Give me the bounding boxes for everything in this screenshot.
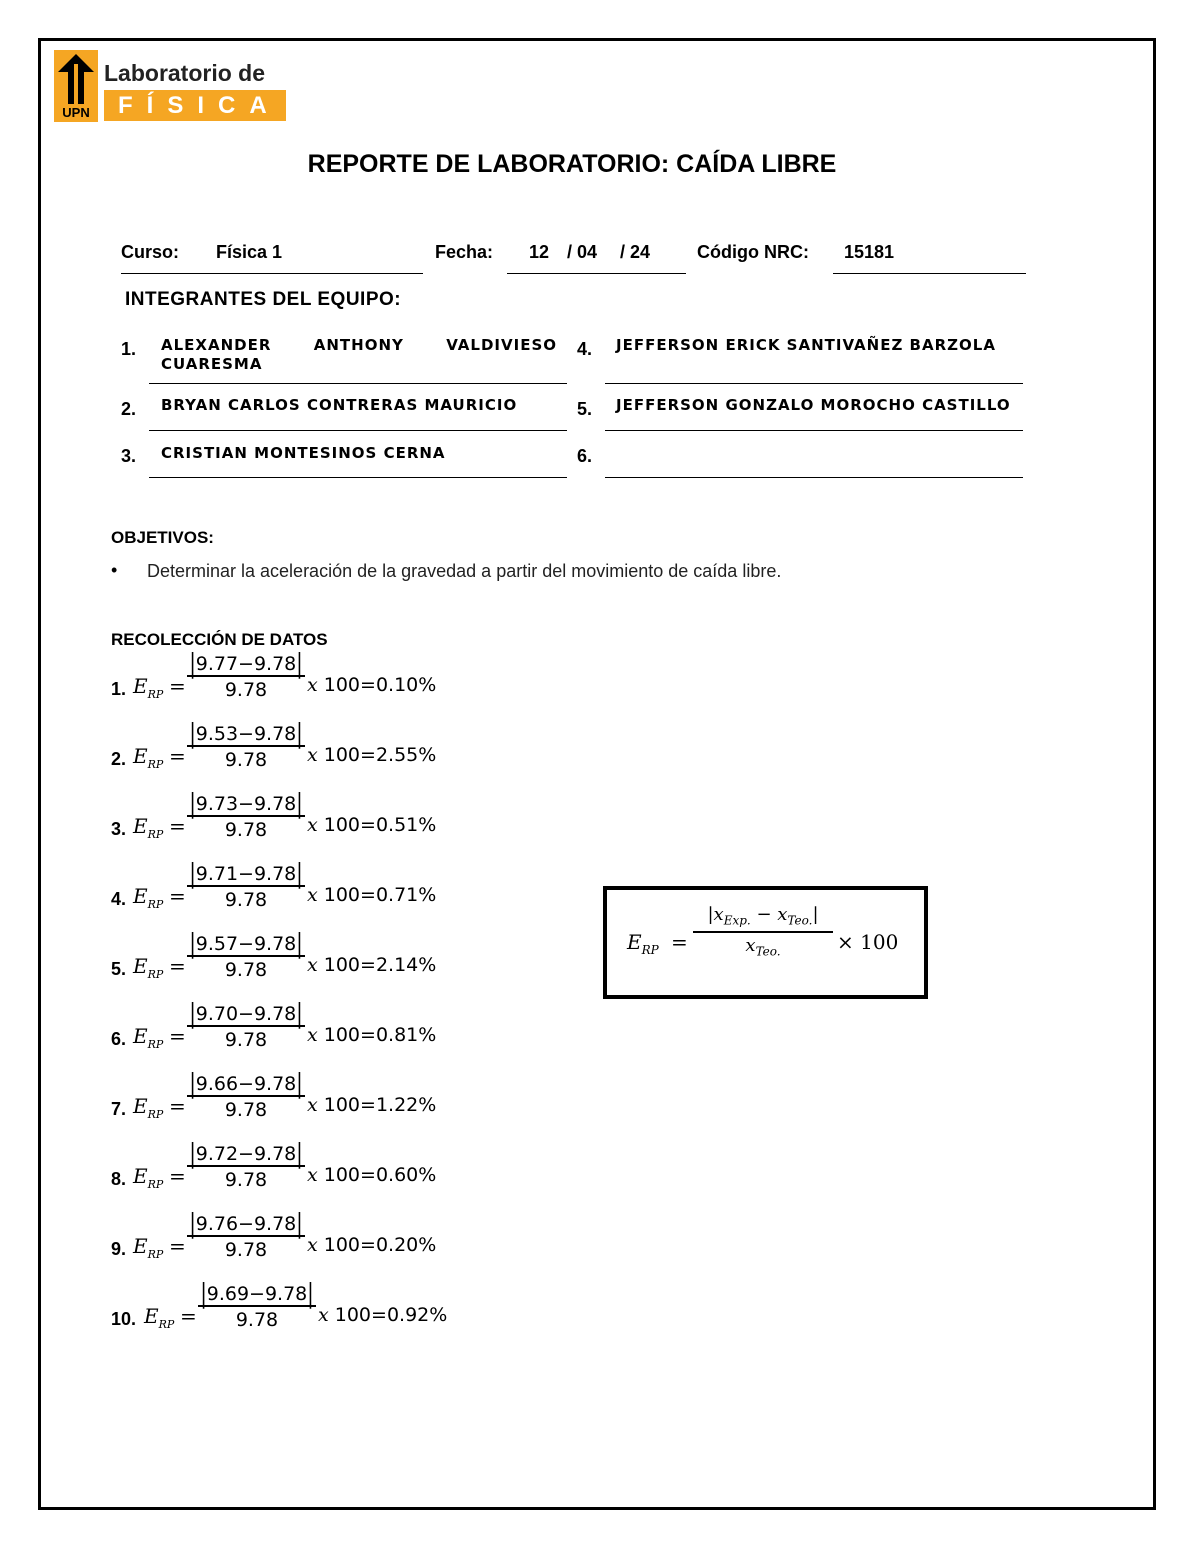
equation-number: 10. bbox=[111, 1309, 137, 1329]
data-collection-title: RECOLECCIÓN DE DATOS bbox=[111, 630, 328, 649]
equation-numerator: |9.71−9.78| bbox=[187, 863, 305, 887]
formula-fraction bbox=[693, 904, 833, 958]
equation-denominator: 9.78 bbox=[224, 1169, 268, 1191]
equation-denominator: 9.78 bbox=[224, 679, 268, 701]
equation-equals: = bbox=[169, 674, 186, 698]
equation-fraction bbox=[187, 788, 305, 841]
equation-number: 4. bbox=[111, 889, 127, 909]
error-equation bbox=[111, 788, 511, 875]
member-number: 3. bbox=[121, 446, 137, 466]
equation-denominator: 9.78 bbox=[224, 749, 268, 771]
equation-result: x 100=1.22% bbox=[307, 1094, 437, 1116]
logo-badge-text: UPN bbox=[62, 105, 90, 120]
course-value: Física 1 bbox=[216, 242, 283, 262]
objectives-title: OBJETIVOS: bbox=[111, 528, 214, 547]
equation-result: x 100=0.92% bbox=[318, 1304, 448, 1326]
equation-equals: = bbox=[169, 1094, 186, 1118]
equation-denominator: 9.78 bbox=[224, 889, 268, 911]
logo-title-line1: Laboratorio de bbox=[104, 60, 266, 86]
equation-result: x 100=0.51% bbox=[307, 814, 437, 836]
formula-equals: = bbox=[671, 930, 688, 954]
member-name: ALEXANDER ANTHONY VALDIVIESO CUARESMA bbox=[161, 336, 557, 373]
error-equation bbox=[111, 998, 511, 1085]
member-name: BRYAN CARLOS CONTRERAS MAURICIO bbox=[161, 396, 518, 414]
equation-numerator: |9.76−9.78| bbox=[187, 1213, 305, 1237]
report-title: REPORTE DE LABORATORIO: CAÍDA LIBRE bbox=[307, 150, 837, 178]
error-equation bbox=[111, 928, 511, 1015]
equation-result: x 100=2.14% bbox=[307, 954, 437, 976]
error-equation bbox=[111, 1278, 511, 1365]
member-number: 4. bbox=[577, 339, 593, 359]
equation-fraction bbox=[187, 928, 305, 981]
equation-result: x 100=0.81% bbox=[307, 1024, 437, 1046]
date-label: Fecha: bbox=[435, 242, 494, 262]
equation-denominator: 9.78 bbox=[224, 1029, 268, 1051]
course-label: Curso: bbox=[121, 242, 179, 262]
equation-numerator: |9.73−9.78| bbox=[187, 793, 305, 817]
equation-number: 1. bbox=[111, 679, 127, 699]
equation-equals: = bbox=[169, 1024, 186, 1048]
member-underline bbox=[149, 383, 567, 384]
error-equation bbox=[111, 718, 511, 805]
equation-numerator: |9.69−9.78| bbox=[198, 1283, 316, 1307]
equation-denominator: 9.78 bbox=[224, 1239, 268, 1261]
date-year: / 24 bbox=[620, 242, 651, 262]
equation-symbol: $E_{RP}$ bbox=[133, 1094, 164, 1121]
error-equation bbox=[111, 648, 511, 735]
member-number: 1. bbox=[121, 339, 137, 359]
nrc-label: Código NRC: bbox=[697, 242, 809, 262]
equation-numerator: |9.70−9.78| bbox=[187, 1003, 305, 1027]
nrc-underline bbox=[833, 273, 1026, 274]
team-title: INTEGRANTES DEL EQUIPO: bbox=[125, 289, 402, 310]
date-month: / 04 bbox=[567, 242, 598, 262]
equation-number: 3. bbox=[111, 819, 127, 839]
equation-result: x 100=0.10% bbox=[307, 674, 437, 696]
equation-fraction bbox=[187, 1138, 305, 1191]
formula-numerator: $|x_{Exp.} - x_{Teo.}|$ bbox=[693, 904, 833, 933]
equation-symbol: $E_{RP}$ bbox=[133, 1024, 164, 1051]
formula-lhs: $E_{RP}$ bbox=[627, 930, 659, 957]
upn-lab-logo bbox=[54, 50, 286, 122]
equation-symbol: $E_{RP}$ bbox=[133, 674, 164, 701]
member-underline bbox=[149, 430, 567, 431]
equation-number: 6. bbox=[111, 1029, 127, 1049]
course-underline bbox=[121, 273, 423, 274]
equation-number: 5. bbox=[111, 959, 127, 979]
equation-fraction bbox=[187, 718, 305, 771]
equation-number: 9. bbox=[111, 1239, 127, 1259]
date-day: 12 bbox=[529, 242, 550, 262]
equation-equals: = bbox=[169, 744, 186, 768]
equation-equals: = bbox=[180, 1304, 197, 1328]
equation-numerator: |9.66−9.78| bbox=[187, 1073, 305, 1097]
nrc-value: 15181 bbox=[844, 242, 895, 262]
equation-symbol: $E_{RP}$ bbox=[133, 884, 164, 911]
equation-equals: = bbox=[169, 814, 186, 838]
equation-fraction bbox=[187, 858, 305, 911]
bullet-icon: • bbox=[111, 560, 118, 580]
equation-symbol: $E_{RP}$ bbox=[133, 1234, 164, 1261]
equation-result: x 100=0.71% bbox=[307, 884, 437, 906]
member-number: 6. bbox=[577, 446, 593, 466]
member-number: 2. bbox=[121, 399, 137, 419]
equation-number: 8. bbox=[111, 1169, 127, 1189]
objective-item: Determinar la aceleración de la gravedad a partir del movimiento de caída libre. bbox=[147, 561, 782, 581]
equation-number: 2. bbox=[111, 749, 127, 769]
member-underline bbox=[605, 430, 1023, 431]
member-name: JEFFERSON GONZALO MOROCHO CASTILLO bbox=[616, 396, 1011, 414]
equation-denominator: 9.78 bbox=[224, 819, 268, 841]
equation-symbol: $E_{RP}$ bbox=[133, 954, 164, 981]
equation-number: 7. bbox=[111, 1099, 127, 1119]
member-underline bbox=[149, 477, 567, 478]
equation-equals: = bbox=[169, 1164, 186, 1188]
equation-equals: = bbox=[169, 884, 186, 908]
equation-fraction bbox=[187, 998, 305, 1051]
equation-equals: = bbox=[169, 1234, 186, 1258]
equation-symbol: $E_{RP}$ bbox=[133, 814, 164, 841]
error-equation bbox=[111, 858, 511, 945]
equation-symbol: $E_{RP}$ bbox=[133, 744, 164, 771]
equation-result: x 100=0.60% bbox=[307, 1164, 437, 1186]
formula-factor: × 100 bbox=[837, 930, 899, 954]
equation-numerator: |9.77−9.78| bbox=[187, 653, 305, 677]
logo-title-line2: FÍSICA bbox=[104, 90, 286, 121]
error-equation bbox=[111, 1138, 511, 1225]
equation-numerator: |9.53−9.78| bbox=[187, 723, 305, 747]
member-underline bbox=[605, 477, 1023, 478]
error-equation bbox=[111, 1068, 511, 1155]
equation-denominator: 9.78 bbox=[235, 1309, 279, 1331]
member-underline bbox=[605, 383, 1023, 384]
equation-numerator: |9.57−9.78| bbox=[187, 933, 305, 957]
member-number: 5. bbox=[577, 399, 593, 419]
relative-error-formula bbox=[603, 886, 928, 999]
equation-result: x 100=2.55% bbox=[307, 744, 437, 766]
equation-result: x 100=0.20% bbox=[307, 1234, 437, 1256]
member-name: JEFFERSON ERICK SANTIVAÑEZ BARZOLA bbox=[616, 336, 996, 354]
equation-symbol: $E_{RP}$ bbox=[133, 1164, 164, 1191]
upn-arrow-icon bbox=[54, 50, 98, 122]
equation-denominator: 9.78 bbox=[224, 959, 268, 981]
equation-equals: = bbox=[169, 954, 186, 978]
equation-numerator: |9.72−9.78| bbox=[187, 1143, 305, 1167]
equation-fraction bbox=[187, 1068, 305, 1121]
date-underline bbox=[507, 273, 686, 274]
equation-fraction bbox=[187, 1208, 305, 1261]
equation-fraction bbox=[198, 1278, 316, 1331]
member-name: CRISTIAN MONTESINOS CERNA bbox=[161, 444, 446, 462]
equation-fraction bbox=[187, 648, 305, 701]
equation-denominator: 9.78 bbox=[224, 1099, 268, 1121]
equation-symbol: $E_{RP}$ bbox=[144, 1304, 175, 1331]
formula-denominator: $x_{Teo.}$ bbox=[745, 934, 781, 959]
